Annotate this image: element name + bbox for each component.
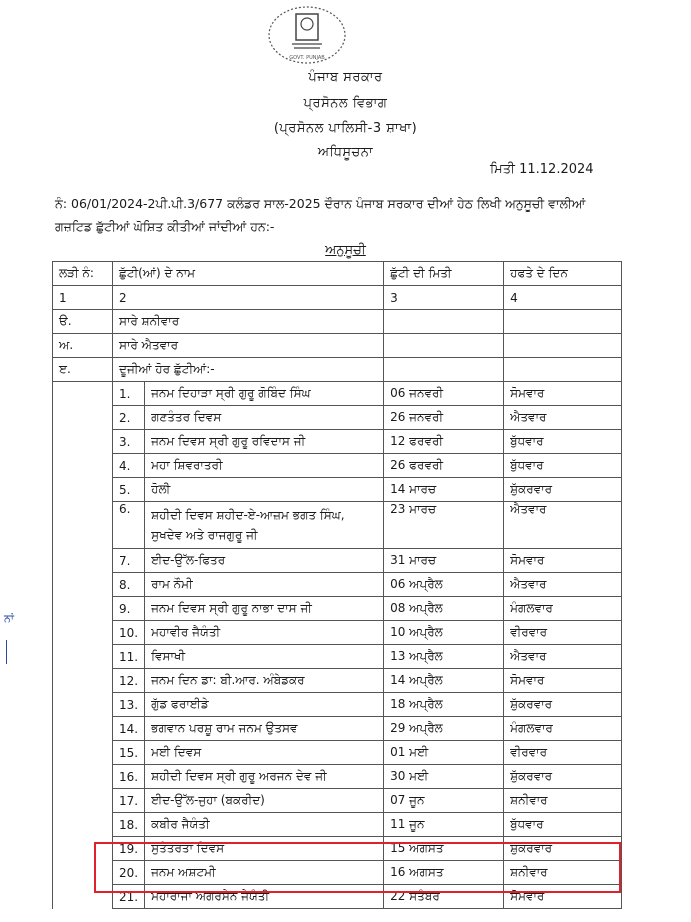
- highlight-box: [94, 842, 621, 893]
- row-holiday-name: ਗੁੱਡ ਫਰਾਈਡੇ: [145, 693, 384, 717]
- row-weekday: ਸ਼ੁੱਕਰਵਾਰ: [504, 765, 622, 789]
- row-serial: 7.: [113, 549, 145, 573]
- table-row: [53, 478, 622, 502]
- section-label: ਸਾਰੇ ਸ਼ਨੀਵਾਰ: [113, 310, 384, 334]
- row-weekday: ਐਤਵਾਰ: [504, 406, 622, 430]
- row-serial: 13.: [113, 693, 145, 717]
- section-row: [53, 310, 622, 334]
- col-number: 3: [384, 286, 504, 310]
- row-weekday: ਵੀਰਵਾਰ: [504, 741, 622, 765]
- row-weekday: ਸੋਮਵਾਰ: [504, 549, 622, 573]
- table-row: [53, 765, 622, 789]
- row-holiday-name: ਜਨਮ ਦਿਵਸ ਸ੍ਰੀ ਗੁਰੂ ਨਾਭਾ ਦਾਸ ਜੀ: [145, 597, 384, 621]
- row-weekday: ਬੁੱਧਵਾਰ: [504, 430, 622, 454]
- row-spacer: [53, 549, 113, 573]
- table-row: [53, 382, 622, 406]
- row-holiday-name: ਸੁਤੰਤਰਤਾ ਦਿਵਸ: [145, 837, 384, 861]
- holiday-table: [52, 261, 622, 909]
- table-row: [53, 621, 622, 645]
- row-serial: 19.: [113, 837, 145, 861]
- row-date: 14 ਅਪ੍ਰੈਲ: [384, 669, 504, 693]
- row-weekday: ਮੰਗਲਵਾਰ: [504, 597, 622, 621]
- column-number-row: [53, 286, 622, 310]
- row-weekday: ਸ਼ਨੀਵਾਰ: [504, 789, 622, 813]
- row-spacer: [53, 597, 113, 621]
- row-date: 26 ਫਰਵਰੀ: [384, 454, 504, 478]
- row-spacer: [53, 693, 113, 717]
- row-spacer: [53, 717, 113, 741]
- row-holiday-name: ਮਹਾਰਾਜਾ ਅਗਰਸੈਨ ਜੈਯੰਤੀ: [145, 885, 384, 909]
- row-serial: 1.: [113, 382, 145, 406]
- table-row: [53, 406, 622, 430]
- row-spacer: [53, 645, 113, 669]
- row-serial: 12.: [113, 669, 145, 693]
- row-holiday-name: ਈਦ-ਉੱਲ-ਜੁਹਾ (ਬਕਰੀਦ): [145, 789, 384, 813]
- table-header-row: [53, 262, 622, 286]
- section-mark: ਅ.: [53, 334, 113, 358]
- col-number: 2: [113, 286, 384, 310]
- row-weekday: ਐਤਵਾਰ: [504, 645, 622, 669]
- row-serial: 11.: [113, 645, 145, 669]
- row-date: 14 ਮਾਰਚ: [384, 478, 504, 502]
- row-weekday: ਸ਼ੁੱਕਰਵਾਰ: [504, 693, 622, 717]
- row-holiday-name: ਮਈ ਦਿਵਸ: [145, 741, 384, 765]
- row-date: 16 ਅਗਸਤ: [384, 861, 504, 885]
- table-row: [53, 645, 622, 669]
- state-emblem-icon: [266, 4, 348, 66]
- section-row: [53, 334, 622, 358]
- row-serial: 4.: [113, 454, 145, 478]
- row-holiday-name: ਸ਼ਹੀਦੀ ਦਿਵਸ ਸ੍ਰੀ ਗੁਰੂ ਅਰਜਨ ਦੇਵ ਜੀ: [145, 765, 384, 789]
- row-weekday: ਸ਼ੁੱਕਰਵਾਰ: [504, 478, 622, 502]
- table-row: [53, 741, 622, 765]
- table-row: [53, 454, 622, 478]
- row-spacer: [53, 406, 113, 430]
- section-label: ਸਾਰੇ ਐਤਵਾਰ: [113, 334, 384, 358]
- margin-mark: [6, 640, 13, 664]
- row-holiday-name: ਰਾਮ ਨੌਮੀ: [145, 573, 384, 597]
- row-spacer: [53, 765, 113, 789]
- row-date: 13 ਅਪ੍ਰੈਲ: [384, 645, 504, 669]
- row-holiday-name: ਜਨਮ ਅਸ਼ਟਮੀ: [145, 861, 384, 885]
- section-mark: ੲ.: [53, 358, 113, 382]
- row-weekday: ਸੋਮਵਾਰ: [504, 885, 622, 909]
- row-spacer: [53, 478, 113, 502]
- row-spacer: [53, 454, 113, 478]
- section-label: ਦੂਜੀਆਂ ਹੋਰ ਛੁੱਟੀਆਂ:-: [113, 358, 384, 382]
- section-row: [53, 358, 622, 382]
- row-serial: 17.: [113, 789, 145, 813]
- row-weekday: ਐਤਵਾਰ: [504, 573, 622, 597]
- row-holiday-name: ਕਬੀਰ ਜੈਯੰਤੀ: [145, 813, 384, 837]
- row-date: 06 ਅਪ੍ਰੈਲ: [384, 573, 504, 597]
- row-date: 31 ਮਾਰਚ: [384, 549, 504, 573]
- table-row: [53, 789, 622, 813]
- row-holiday-name: ਮਹਾ ਸ਼ਿਵਰਾਤਰੀ: [145, 454, 384, 478]
- row-weekday: ਐਤਵਾਰ: [504, 502, 622, 549]
- row-holiday-name: ਜਨਮ ਦਿਵਸ ਸ੍ਰੀ ਗੁਰੂ ਰਵਿਦਾਸ ਜੀ: [145, 430, 384, 454]
- row-holiday-name: ਸ਼ਹੀਦੀ ਦਿਵਸ ਸ਼ਹੀਦ-ਏ-ਆਜ਼ਮ ਭਗਤ ਸਿੰਘ, ਸੁਖਦੇਵ ਅਤੇ ਰਾਜਗੁਰੂ ਜੀ: [145, 502, 384, 549]
- header-date: ਛੁੱਟੀ ਦੀ ਮਿਤੀ: [384, 262, 504, 286]
- svg-text:GOVT. PUNJAB: GOVT. PUNJAB: [289, 55, 325, 61]
- row-date: 06 ਜਨਵਰੀ: [384, 382, 504, 406]
- table-row: [53, 597, 622, 621]
- row-holiday-name: ਵਿਸਾਖੀ: [145, 645, 384, 669]
- margin-handwriting: ਨਾਂ: [4, 612, 14, 625]
- row-weekday: ਸੋਮਵਾਰ: [504, 382, 622, 406]
- col-number: 1: [53, 286, 113, 310]
- header-serial: ਲੜੀ ਨੰ:: [53, 262, 113, 286]
- reference-line-1: ਨੰ: 06/01/2024-2ਪੀ.ਪੀ.3/677 ਕਲੰਡਰ ਸਾਲ-2025 ਦੌਰਾਨ ਪੰਜਾਬ ਸਰਕਾਰ ਦੀਆਂ ਹੇਠ ਲਿਖੀ ਅਨੁਸੂਚੀ ਵਾਲੀਆਂ: [55, 196, 586, 211]
- notification-title: ਅਧਿਸੂਚਨਾ: [317, 145, 374, 160]
- row-serial: 3.: [113, 430, 145, 454]
- row-weekday: ਸੋਮਵਾਰ: [504, 669, 622, 693]
- row-holiday-name: ਜਨਮ ਦਿਹਾੜਾ ਸ੍ਰੀ ਗੁਰੂ ਗੋਬਿੰਦ ਸਿੰਘ: [145, 382, 384, 406]
- row-spacer: [53, 502, 113, 549]
- row-serial: 16.: [113, 765, 145, 789]
- row-spacer: [53, 573, 113, 597]
- row-holiday-name: ਮਹਾਵੀਰ ਜੈਯੰਤੀ: [145, 621, 384, 645]
- row-weekday: ਸ਼ੁੱਕਰਵਾਰ: [504, 837, 622, 861]
- row-holiday-name: ਈਦ-ਉੱਲ-ਫਿਤਰ: [145, 549, 384, 573]
- row-date: 30 ਮਈ: [384, 765, 504, 789]
- govt-name: ਪੰਜਾਬ ਸਰਕਾਰ: [308, 70, 383, 85]
- table-row: [53, 430, 622, 454]
- row-date: 26 ਜਨਵਰੀ: [384, 406, 504, 430]
- header-weekday: ਹਫਤੇ ਦੇ ਦਿਨ: [504, 262, 622, 286]
- row-date: 12 ਫਰਵਰੀ: [384, 430, 504, 454]
- row-spacer: [53, 669, 113, 693]
- row-date: 29 ਅਪ੍ਰੈਲ: [384, 717, 504, 741]
- notification-date: ਮਿਤੀ 11.12.2024: [490, 162, 594, 177]
- row-spacer: [53, 741, 113, 765]
- holiday-rows: [53, 382, 622, 909]
- row-weekday: ਬੁੱਧਵਾਰ: [504, 813, 622, 837]
- row-holiday-name: ਹੋਲੀ: [145, 478, 384, 502]
- header-holiday-name: ਛੁੱਟੀ(ਆਂ) ਦੇ ਨਾਮ: [113, 262, 384, 286]
- row-serial: 18.: [113, 813, 145, 837]
- row-date: 23 ਮਾਰਚ: [384, 502, 504, 549]
- row-holiday-name: ਭਗਵਾਨ ਪਰਸ਼ੂ ਰਾਮ ਜਨਮ ਉਤਸਵ: [145, 717, 384, 741]
- row-date: 15 ਅਗਸਤ: [384, 837, 504, 861]
- table-row: [53, 669, 622, 693]
- section-mark: ੳ.: [53, 310, 113, 334]
- row-date: 11 ਜੂਨ: [384, 813, 504, 837]
- row-spacer: [53, 789, 113, 813]
- row-date: 10 ਅਪ੍ਰੈਲ: [384, 621, 504, 645]
- row-serial: 15.: [113, 741, 145, 765]
- row-holiday-name: ਗਣਤੰਤਰ ਦਿਵਸ: [145, 406, 384, 430]
- row-serial: 9.: [113, 597, 145, 621]
- row-serial: 20.: [113, 861, 145, 885]
- table-row: [53, 502, 622, 549]
- col-number: 4: [504, 286, 622, 310]
- department-name: ਪ੍ਰਸੋਨਲ ਵਿਭਾਗ: [303, 96, 388, 111]
- reference-line-2: ਗਜ਼ਟਿਡ ਛੁੱਟੀਆਂ ਘੋਸ਼ਿਤ ਕੀਤੀਆਂ ਜਾਂਦੀਆਂ ਹਨ:-: [55, 219, 275, 234]
- row-serial: 2.: [113, 406, 145, 430]
- row-spacer: [53, 813, 113, 837]
- row-date: 01 ਮਈ: [384, 741, 504, 765]
- table-row: [53, 549, 622, 573]
- reference-paragraph: [55, 192, 675, 238]
- row-date: 08 ਅਪ੍ਰੈਲ: [384, 597, 504, 621]
- row-serial: 14.: [113, 717, 145, 741]
- row-date: 18 ਅਪ੍ਰੈਲ: [384, 693, 504, 717]
- row-weekday: ਮੰਗਲਵਾਰ: [504, 717, 622, 741]
- schedule-title: ਅਨੁਸੂਚੀ: [325, 243, 366, 258]
- table-row: [53, 693, 622, 717]
- row-weekday: ਬੁੱਧਵਾਰ: [504, 454, 622, 478]
- row-serial: 5.: [113, 478, 145, 502]
- row-spacer: [53, 382, 113, 406]
- row-weekday: ਵੀਰਵਾਰ: [504, 621, 622, 645]
- row-serial: 21.: [113, 885, 145, 909]
- table-row: [53, 573, 622, 597]
- row-holiday-name: ਜਨਮ ਦਿਨ ਡਾ: ਬੀ.ਆਰ. ਅੰਬੇਡਕਰ: [145, 669, 384, 693]
- row-serial: 8.: [113, 573, 145, 597]
- branch-name: (ਪ੍ਰਸੋਨਲ ਪਾਲਿਸੀ-3 ਸ਼ਾਖਾ): [273, 121, 418, 136]
- table-row: [53, 717, 622, 741]
- row-serial: 10.: [113, 621, 145, 645]
- row-spacer: [53, 430, 113, 454]
- row-weekday: ਸ਼ਨੀਵਾਰ: [504, 861, 622, 885]
- row-date: 07 ਜੂਨ: [384, 789, 504, 813]
- table-row: [53, 813, 622, 837]
- row-serial: 6.: [113, 502, 145, 549]
- row-spacer: [53, 621, 113, 645]
- row-date: 22 ਸਤੰਬਰ: [384, 885, 504, 909]
